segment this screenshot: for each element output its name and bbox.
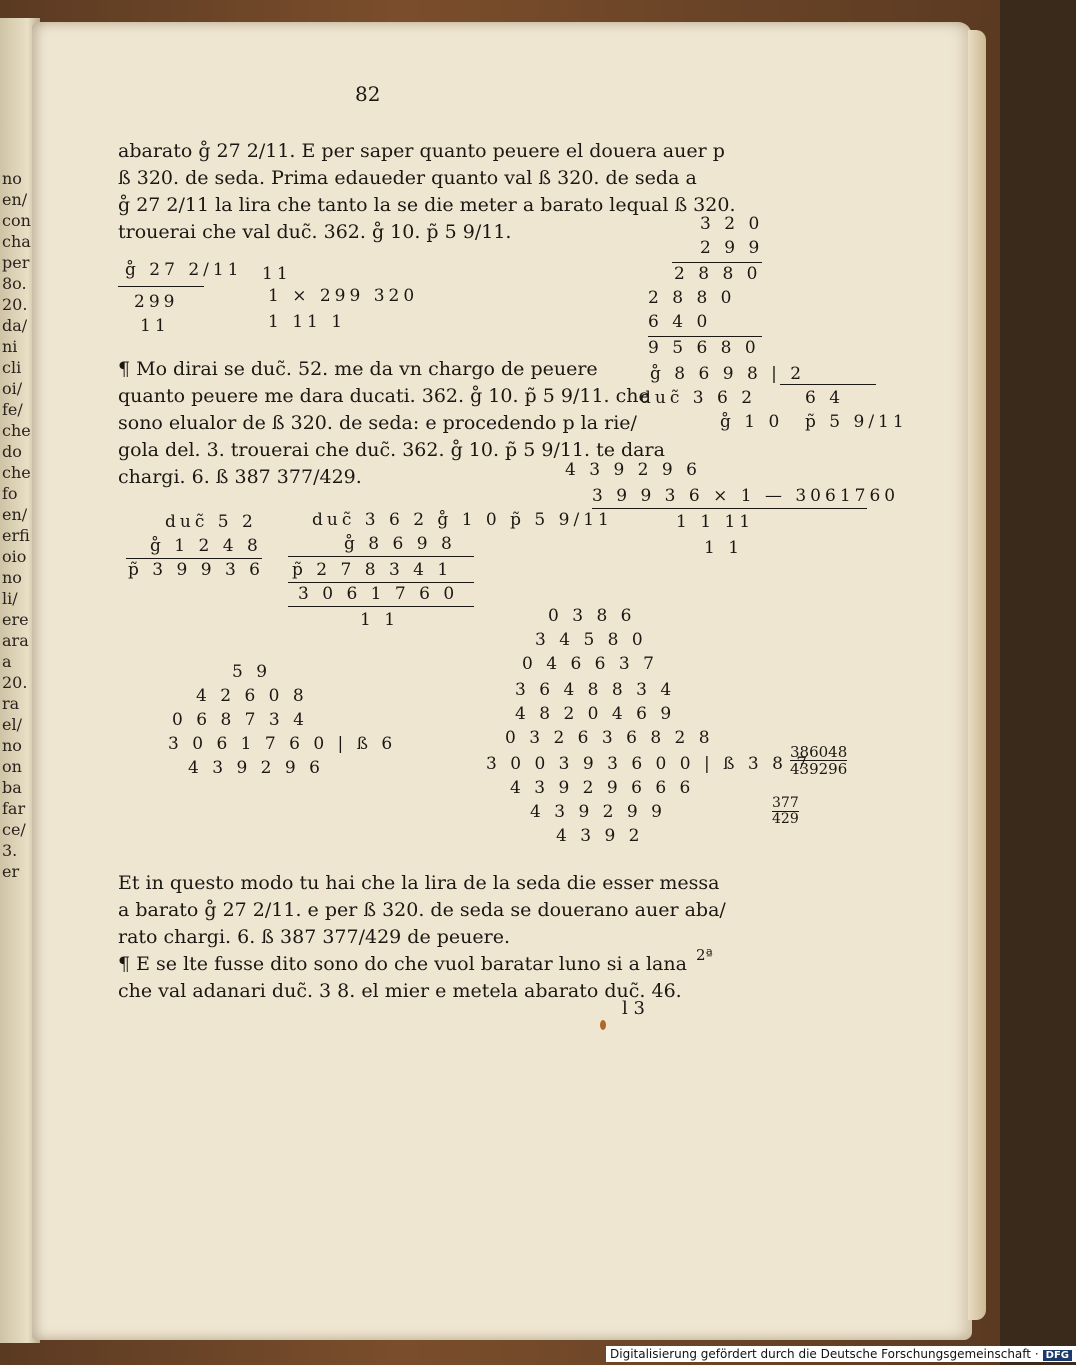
galley-row: 4 3 9 2 9 6 6 6 (510, 778, 695, 798)
facing-page-line: do (2, 442, 22, 461)
facing-page-line: 20. (2, 295, 28, 314)
page-edge (968, 30, 986, 1320)
calc-rule (288, 606, 474, 607)
calc-cross-line: 3 9 9 3 6 × 1 — 3061760 (592, 486, 900, 506)
fraction-rule (118, 286, 204, 287)
result-fraction (790, 744, 847, 777)
facing-page-line: oio (2, 547, 27, 566)
facing-page-line: far (2, 799, 26, 818)
facing-page-line: no (2, 568, 22, 587)
facing-page-line: ce/ (2, 820, 26, 839)
footer-credit (606, 1346, 1076, 1362)
facing-page-line: no (2, 736, 22, 755)
calc-cross: 1 × 299 320 (268, 286, 419, 306)
facing-page-line: fo (2, 484, 18, 503)
calc-eleven: 11 (262, 264, 292, 284)
text-line: ß 320. de seda. Prima edaueder quanto val ß 320. de seda a (118, 167, 697, 189)
facing-page-line: 3. (2, 841, 18, 860)
facing-page-line: 8o. (2, 274, 27, 293)
mult-row: 6 4 (805, 388, 845, 408)
facing-page-line: ra (2, 694, 20, 713)
fraction-numerator: 386048 (790, 743, 848, 761)
calc-rule (288, 556, 474, 557)
mult-row: 2 9 9 (700, 238, 764, 258)
facing-page-line: li/ (2, 589, 18, 608)
galley-row: 4 3 9 2 9 9 (530, 802, 666, 822)
mult-row: g̊ 8 6 9 8 | 2 (650, 364, 806, 384)
catchword: l 3 (622, 998, 645, 1019)
text-line: ¶ Mo dirai se duc̃. 52. me da vn chargo de peuere (118, 358, 598, 380)
galley-row: 4 3 9 2 9 6 (188, 758, 324, 778)
mult-row: 3 2 0 (700, 214, 764, 234)
calc-block-a-row: g̊ 1 2 4 8 (150, 536, 262, 556)
facing-page-line: che (2, 463, 31, 482)
facing-page-line: on (2, 757, 22, 776)
facing-page-line: da/ (2, 316, 28, 335)
marginal-note: 2ª (696, 946, 713, 964)
facing-page-text (2, 168, 36, 882)
facing-page-line: per (2, 253, 30, 272)
galley-row: 4 2 6 0 8 (196, 686, 308, 706)
facing-page-line: con (2, 211, 31, 230)
galley-row: 0 3 8 6 (548, 606, 636, 626)
text-line: a barato g̊ 27 2/11. e per ß 320. de seda se douerano auer aba/ (118, 899, 726, 921)
text-line: chargi. 6. ß 387 377/429. (118, 466, 362, 488)
text-line: trouerai che val duc̃. 362. g̊ 10. p̃ 5 9/11. (118, 221, 512, 243)
page-number: 82 (355, 82, 381, 106)
facing-page-line: ba (2, 778, 22, 797)
text-line: Et in questo modo tu hai che la lira de la seda die esser messa (118, 872, 720, 894)
text-line: ¶ E se lte fusse dito sono do che vuol baratar luno si a lana (118, 953, 687, 975)
galley-row: 3 4 5 8 0 (535, 630, 647, 650)
calc-block-b-row: p̃ 2 7 8 3 4 1 (292, 560, 453, 580)
calc-rule (592, 508, 867, 509)
calc-299: 299 (134, 292, 179, 312)
galley-row: 3 0 0 3 9 3 6 0 0 | ß 3 8 7 (486, 754, 812, 774)
fraction-denominator: 439296 (790, 760, 848, 778)
text-line: sono elualor de ß 320. de seda: e procedendo p la rie/ (118, 412, 637, 434)
galley-row: 0 3 2 6 3 6 8 2 8 (505, 728, 714, 748)
calc-block-b-row: duc̃ 3 6 2 g̊ 1 0 p̃ 5 9/11 (312, 510, 613, 530)
galley-row: 3 6 4 8 8 3 4 (515, 680, 676, 700)
fraction-denominator: 429 (772, 811, 799, 827)
text-line: quanto peuere me dara ducati. 362. g̊ 10. p̃ 5 9/11. che (118, 385, 650, 407)
fraction-numerator: 377 (772, 795, 799, 811)
calc-cross-bottom: 1 11 1 (268, 312, 347, 332)
calc-cross-bottom: 1 1 11 (676, 512, 755, 532)
calc-block-b-row: 3 0 6 1 7 6 0 (298, 584, 459, 604)
facing-page-line: er (2, 862, 20, 881)
facing-page-line: ni (2, 337, 18, 356)
facing-page-line: ere (2, 610, 29, 629)
text-line: gola del. 3. trouerai che duc̃. 362. g̊ 10. p̃ 5 9/11. te dara (118, 439, 665, 461)
calc-block-a-row: duc̃ 5 2 (165, 512, 257, 532)
calc-left (125, 258, 243, 282)
facing-page-line: erfi (2, 526, 30, 545)
calc-block-b-row: 1 1 (360, 610, 400, 630)
facing-page-line: oi/ (2, 379, 23, 398)
calc-block-a-row: p̃ 3 9 9 3 6 (128, 560, 264, 580)
facing-page-line: fe/ (2, 400, 23, 419)
galley-row: 5 9 (232, 662, 272, 682)
ink-spot (600, 1020, 606, 1030)
text-line: abarato g̊ 27 2/11. E per saper quanto peuere el douera auer p (118, 140, 725, 162)
mult-row: g̊ 1 0 (720, 412, 784, 432)
calc-11: 11 (140, 316, 170, 336)
mult-rule (780, 384, 876, 385)
dfg-logo: DFG (1043, 1350, 1072, 1361)
footer-text: Digitalisierung gefördert durch die Deutsche Forschungsgemeinschaft · (610, 1347, 1039, 1361)
calc-top-number: 4 3 9 2 9 6 (565, 460, 701, 480)
calc-ones: 1 1 (704, 538, 744, 558)
facing-page-line: 20. (2, 673, 28, 692)
galley-row: 0 4 6 6 3 7 (522, 654, 658, 674)
mult-row: 2 8 8 0 (648, 288, 736, 308)
reduced-fraction (772, 796, 799, 827)
paragraph-3 (118, 870, 726, 1005)
facing-page-line: che (2, 421, 31, 440)
mult-row: 9 5 6 8 0 (648, 338, 760, 358)
facing-page-line: ara (2, 631, 29, 650)
paragraph-1 (118, 138, 736, 246)
facing-page-line: en/ (2, 190, 28, 209)
galley-row: 4 8 2 0 4 6 9 (515, 704, 676, 724)
calc-fraction: g̊ 27 2/11 (125, 260, 243, 280)
galley-row: 4 3 9 2 (556, 826, 644, 846)
mult-row: 2 8 8 0 (674, 264, 762, 284)
text-line: rato chargi. 6. ß 387 377/429 de peuere. (118, 926, 511, 948)
facing-page-line: en/ (2, 505, 28, 524)
galley-row: 0 6 8 7 3 4 (172, 710, 308, 730)
galley-row: 3 0 6 1 7 6 0 | ß 6 (168, 734, 397, 754)
facing-page-line: cha (2, 232, 31, 251)
facing-page-line: no (2, 169, 22, 188)
mult-row: p̃ 5 9/11 (805, 412, 908, 432)
facing-page-line: a (2, 652, 12, 671)
text-line: g̊ 27 2/11 la lira che tanto la se die meter a barato lequal ß 320. (118, 194, 736, 216)
text-line: che val adanari duc̃. 3 8. el mier e metela abarato duc̃. 46. (118, 980, 682, 1002)
mult-row: 6 4 0 (648, 312, 712, 332)
facing-page-line: el/ (2, 715, 22, 734)
calc-block-b-row: g̊ 8 6 9 8 (344, 534, 456, 554)
facing-page-line: cli (2, 358, 22, 377)
mult-row: duc̃ 3 6 2 (640, 388, 757, 408)
